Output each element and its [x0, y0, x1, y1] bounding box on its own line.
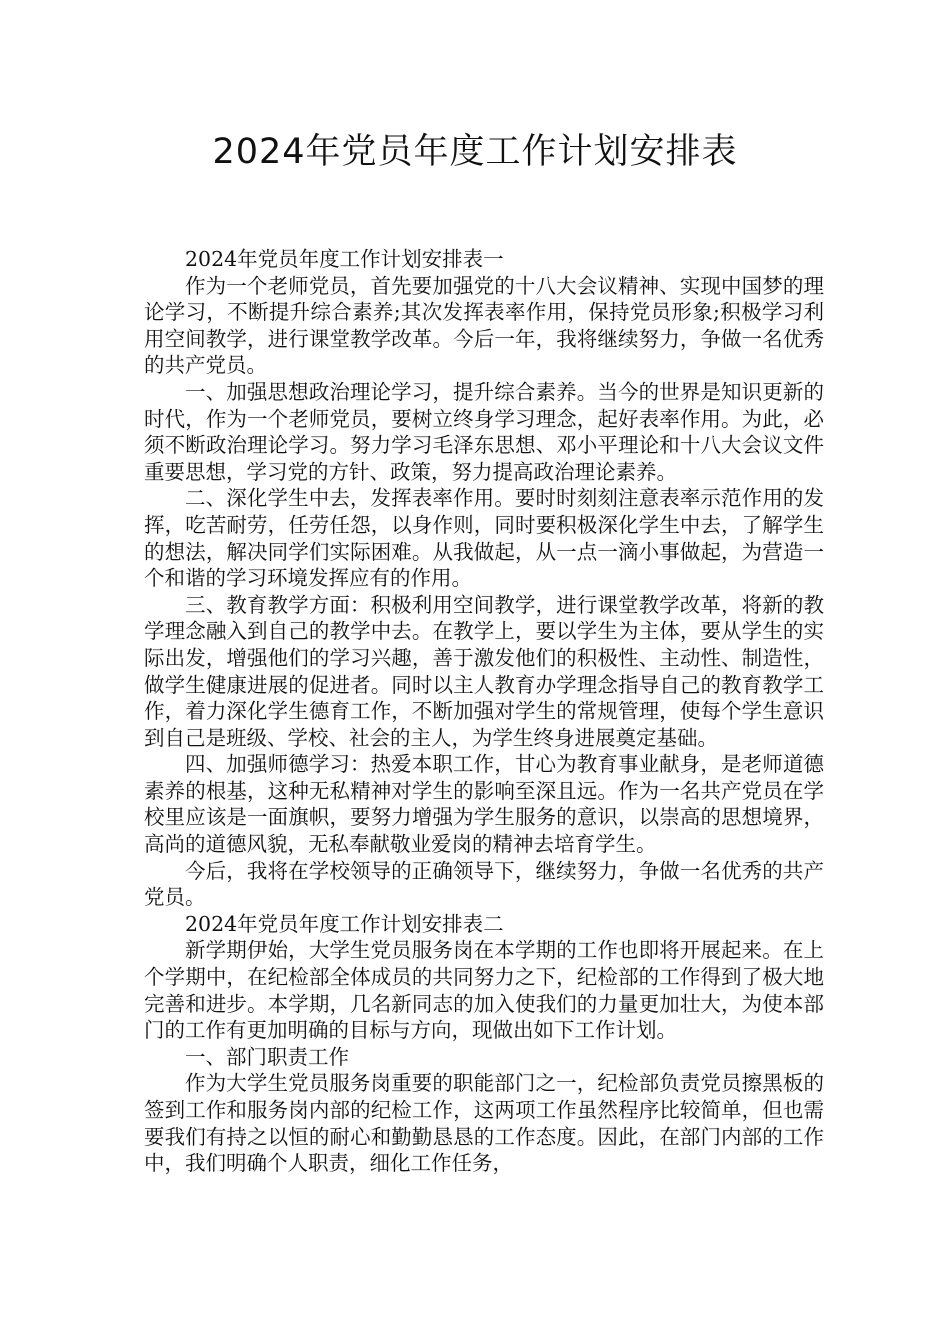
document-title: 2024年党员年度工作计划安排表	[212, 132, 738, 172]
paragraph-section-two-intro: 新学期伊始，大学生党员服务岗在本学期的工作也即将开展起来。在上个学期中，在纪检部全体成员的共同努力之下，纪检部的工作得到了极大地完善和进步。本学期，几名新同志的加入使我们的力量更加壮大，为使本部门的工作有更加明确的目标与方向，现做出如下工作计划。	[144, 938, 824, 1043]
paragraph-point-one: 一、加强思想政治理论学习，提升综合素养。当今的世界是知识更新的时代，作为一个老师党员，要树立终身学习理念，起好表率作用。为此，必须不断政治理论学习。努力学习毛泽东思想、邓小平理论和十八大会议文件重要思想，学习党的方针、政策，努力提高政治理论素养。	[144, 379, 824, 484]
paragraph-conclusion: 今后，我将在学校领导的正确领导下，继续努力，争做一名优秀的共产党员。	[144, 858, 824, 910]
paragraph-point-three: 三、教育教学方面：积极利用空间教学，进行课堂教学改革，将新的教学理念融入到自己的教学中去。在教学上，要以学生为主体，要从学生的实际出发，增强他们的学习兴趣，善于激发他们的积极性、主动性、制造性，做学生健康进展的促进者。同时以主人教育办学理念指导自己的教育教学工作，着力深化学生德育工作，不断加强对学生的常规管理，使每个学生意识到自己是班级、学校、社会的主人，为学生终身进展奠定基础。	[144, 592, 824, 750]
paragraph-department-duty: 作为大学生党员服务岗重要的职能部门之一，纪检部负责党员擦黑板的签到工作和服务岗内部的纪检工作，这两项工作虽然程序比较简单，但也需要我们有持之以恒的耐心和勤勤恳恳的工作态度。因此，在部门内部的工作中，我们明确个人职责，细化工作任务，	[144, 1071, 824, 1176]
paragraph-section-one-heading: 2024年党员年度工作计划安排表一	[185, 247, 504, 271]
paragraph-point-four: 四、加强师德学习：热爱本职工作，甘心为教育事业献身，是老师道德素养的根基，这种无私精神对学生的影响至深且远。作为一名共产党员在学校里应该是一面旗帜，要努力增强为学生服务的意识，以崇高的思想境界，高尚的道德风貌，无私奉献敬业爱岗的精神去培育学生。	[144, 752, 824, 857]
paragraph-section-two-heading: 2024年党员年度工作计划安排表二	[185, 911, 504, 936]
document-body	[144, 246, 824, 1177]
paragraph-intro: 作为一个老师党员，首先要加强党的十八大会议精神、实现中国梦的理论学习，不断提升综合素养;其次发挥表率作用，保持党员形象;积极学习利用空间教学，进行课堂教学改革。今后一年，我将继续努力，争做一名优秀的共产党员。	[144, 273, 824, 378]
paragraph-department-duty-heading: 一、部门职责工作	[185, 1044, 349, 1069]
paragraph-point-two: 二、深化学生中去，发挥表率作用。要时时刻刻注意表率示范作用的发挥，吃苦耐劳，任劳任怨，以身作则，同时要积极深化学生中去，了解学生的想法，解决同学们实际困难。从我做起，从一点一滴小事做起，为营造一个和谐的学习环境发挥应有的作用。	[144, 486, 824, 591]
